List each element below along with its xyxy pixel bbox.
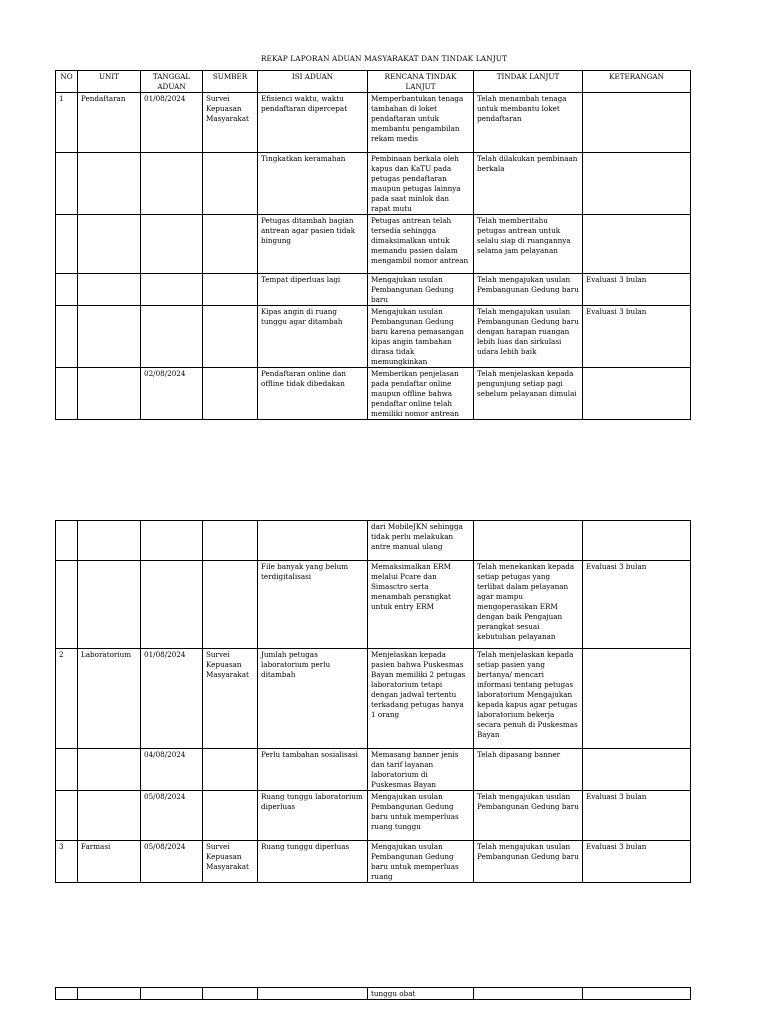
- cell-sumber: Survei Kepuasan Masyarakat: [203, 649, 258, 749]
- table-row: [56, 93, 691, 153]
- cell-keterangan: [583, 93, 691, 153]
- cell-tanggal: 05/08/2024: [141, 841, 203, 883]
- table-row: [56, 791, 691, 841]
- table-row: [56, 521, 691, 561]
- header-no: NO: [56, 71, 78, 93]
- cell-tindak-lanjut: Telah menjelaskan kepada setiap pasien yang bertanya/ mencari informasi tentang petugas laboratorium Mengajukan kepada kapus agar petugas laboratorium bekerja secara penuh di Puskesmas Bayan: [474, 649, 583, 749]
- cell-tanggal: [141, 521, 203, 561]
- header-isi: ISI ADUAN: [258, 71, 368, 93]
- cell-rencana-tindak-lanjut: Memberikan penjelasan pada pendaftar online maupun offline bahwa pendaftar online telah memiliki nomor antrean: [368, 368, 474, 420]
- cell-no: [56, 306, 78, 368]
- cell-keterangan: Evaluasi 3 bulan: [583, 306, 691, 368]
- cell-rencana-tindak-lanjut: dari MobileJKN sehingga tidak perlu melakukan antre manual ulang: [368, 521, 474, 561]
- cell-sumber: [203, 153, 258, 215]
- cell-unit: [78, 306, 141, 368]
- cell-no: [56, 749, 78, 791]
- table-row: [56, 274, 691, 306]
- table-row: [56, 306, 691, 368]
- cell-isi-aduan: Pendaftaran online dan offline tidak dibedakan: [258, 368, 368, 420]
- cell-no: [56, 988, 78, 1000]
- cell-tindak-lanjut: Telah menambah tenaga untuk membantu loket pendaftaran: [474, 93, 583, 153]
- table-row: [56, 749, 691, 791]
- cell-unit: [78, 368, 141, 420]
- cell-isi-aduan: [258, 988, 368, 1000]
- cell-keterangan: [583, 649, 691, 749]
- cell-sumber: [203, 215, 258, 274]
- header-tanggal: TANGGAL ADUAN: [141, 71, 203, 93]
- cell-sumber: Survei Kepuasan Masyarakat: [203, 93, 258, 153]
- cell-keterangan: [583, 368, 691, 420]
- cell-rencana-tindak-lanjut: Mengajukan usulan Pembangunan Gedung baru untuk memperluas ruang tunggu: [368, 791, 474, 841]
- cell-tindak-lanjut: [474, 521, 583, 561]
- cell-rencana-tindak-lanjut: Memaksimalkan ERM melalui Pcare dan Simasctro serta menambah perangkat untuk entry ERM: [368, 561, 474, 649]
- cell-rencana-tindak-lanjut: tunggu obat: [368, 988, 474, 1000]
- cell-sumber: [203, 988, 258, 1000]
- cell-tanggal: [141, 988, 203, 1000]
- cell-no: [56, 791, 78, 841]
- report-table-page-1: [55, 70, 691, 420]
- cell-sumber: Survei Kepuasan Masyarakat: [203, 841, 258, 883]
- cell-keterangan: [583, 988, 691, 1000]
- cell-tanggal: [141, 215, 203, 274]
- cell-tanggal: 01/08/2024: [141, 649, 203, 749]
- cell-no: [56, 274, 78, 306]
- cell-tindak-lanjut: Telah mengajukan usulan Pembangunan Gedung baru: [474, 841, 583, 883]
- cell-sumber: [203, 274, 258, 306]
- table-row: [56, 841, 691, 883]
- cell-isi-aduan: File banyak yang belum terdigitalisasi: [258, 561, 368, 649]
- cell-sumber: [203, 561, 258, 649]
- cell-unit: Laboratorium: [78, 649, 141, 749]
- cell-no: 2: [56, 649, 78, 749]
- cell-tanggal: 05/08/2024: [141, 791, 203, 841]
- cell-keterangan: [583, 521, 691, 561]
- cell-unit: [78, 215, 141, 274]
- header-keterangan: KETERANGAN: [583, 71, 691, 93]
- cell-tindak-lanjut: Telah dipasang banner: [474, 749, 583, 791]
- cell-unit: [78, 988, 141, 1000]
- cell-unit: [78, 791, 141, 841]
- cell-isi-aduan: Ruang tunggu diperluas: [258, 841, 368, 883]
- cell-unit: [78, 153, 141, 215]
- cell-rencana-tindak-lanjut: Pembinaan berkala oleh kapus dan KaTU pada petugas pendaftaran maupun petugas lainnya pada saat minlok dan rapat mutu: [368, 153, 474, 215]
- cell-sumber: [203, 791, 258, 841]
- cell-sumber: [203, 368, 258, 420]
- table-header-row: [56, 71, 691, 93]
- cell-tindak-lanjut: Telah mengajukan usulan Pembangunan Gedung baru: [474, 791, 583, 841]
- table-body: [56, 988, 691, 1000]
- cell-keterangan: [583, 749, 691, 791]
- cell-no: [56, 368, 78, 420]
- cell-no: [56, 215, 78, 274]
- cell-keterangan: [583, 215, 691, 274]
- table-row: [56, 988, 691, 1000]
- cell-unit: Pendaftaran: [78, 93, 141, 153]
- cell-rencana-tindak-lanjut: Mengajukan usulan Pembangunan Gedung baru: [368, 274, 474, 306]
- cell-rencana-tindak-lanjut: Petugas antrean telah tersedia sehingga dimaksimalkan untuk memandu pasien dalam mengambil nomor antrean: [368, 215, 474, 274]
- cell-unit: [78, 521, 141, 561]
- cell-tindak-lanjut: Telah mengajukan usulan Pembangunan Gedung baru: [474, 274, 583, 306]
- cell-isi-aduan: Ruang tunggu laboratorium diperluas: [258, 791, 368, 841]
- cell-rencana-tindak-lanjut: Memperbantukan tenaga tambahan di loket pendaftaran untuk membantu pengambilan rekam medis: [368, 93, 474, 153]
- cell-isi-aduan: [258, 521, 368, 561]
- report-table-page-3: [55, 987, 691, 1000]
- cell-tindak-lanjut: Telah menekankan kepada setiap petugas yang terlibat dalam pelayanan agar mampu mengoperasikan ERM dengan baik Pengajuan perangkat sesuai kebutuhan pelayanan: [474, 561, 583, 649]
- cell-rencana-tindak-lanjut: Mengajukan usulan Pembangunan Gedung baru untuk memperluas ruang: [368, 841, 474, 883]
- table-row: [56, 649, 691, 749]
- cell-isi-aduan: Kipas angin di ruang tunggu agar ditambah: [258, 306, 368, 368]
- cell-isi-aduan: Petugas ditambah bagian antrean agar pasien tidak bingung: [258, 215, 368, 274]
- cell-keterangan: Evaluasi 3 bulan: [583, 791, 691, 841]
- cell-tindak-lanjut: Telah mengajukan usulan Pembangunan Gedung baru dengan harapan ruangan lebih luas dan sirkulasi udara lebih baik: [474, 306, 583, 368]
- cell-no: [56, 561, 78, 649]
- cell-tanggal: [141, 561, 203, 649]
- cell-tindak-lanjut: Telah memberitahu petugas antrean untuk selalu siap di ruangannya selama jam pelayanan: [474, 215, 583, 274]
- cell-rencana-tindak-lanjut: Mengajukan usulan Pembangunan Gedung baru karena pemasangan kipas angin tambahan dirasa tidak memungkinkan: [368, 306, 474, 368]
- table-body: [56, 93, 691, 420]
- cell-no: 3: [56, 841, 78, 883]
- cell-unit: [78, 274, 141, 306]
- cell-tindak-lanjut: Telah menjelaskan kepada pengunjung setiap pagi sebelum pelayanan dimulai: [474, 368, 583, 420]
- report-title: REKAP LAPORAN ADUAN MASYARAKAT DAN TINDAK LANJUT: [260, 54, 508, 63]
- cell-unit: [78, 749, 141, 791]
- cell-tindak-lanjut: [474, 988, 583, 1000]
- header-sumber: SUMBER: [203, 71, 258, 93]
- table-row: [56, 153, 691, 215]
- cell-tindak-lanjut: Telah dilakukan pembinaan berkala: [474, 153, 583, 215]
- cell-tanggal: 01/08/2024: [141, 93, 203, 153]
- cell-keterangan: Evaluasi 3 bulan: [583, 561, 691, 649]
- cell-sumber: [203, 749, 258, 791]
- cell-keterangan: Evaluasi 3 bulan: [583, 274, 691, 306]
- cell-keterangan: [583, 153, 691, 215]
- cell-tanggal: 02/08/2024: [141, 368, 203, 420]
- cell-sumber: [203, 521, 258, 561]
- cell-isi-aduan: Tingkatkan keramahan: [258, 153, 368, 215]
- header-unit: UNIT: [78, 71, 141, 93]
- cell-isi-aduan: Tempat diperluas lagi: [258, 274, 368, 306]
- cell-isi-aduan: Efisienci waktu, waktu pendaftaran dipercepat: [258, 93, 368, 153]
- table-row: [56, 368, 691, 420]
- header-rencana: RENCANA TINDAK LANJUT: [368, 71, 474, 93]
- table-row: [56, 561, 691, 649]
- cell-no: 1: [56, 93, 78, 153]
- cell-tanggal: [141, 306, 203, 368]
- cell-keterangan: Evaluasi 3 bulan: [583, 841, 691, 883]
- cell-rencana-tindak-lanjut: Memasang banner jenis dan tarif layanan laboratorium di Puskesmas Bayan: [368, 749, 474, 791]
- table-row: [56, 215, 691, 274]
- cell-tanggal: 04/08/2024: [141, 749, 203, 791]
- cell-no: [56, 153, 78, 215]
- cell-tanggal: [141, 274, 203, 306]
- cell-isi-aduan: Jumlah petugas laboratorium perlu ditambah: [258, 649, 368, 749]
- table-body: [56, 521, 691, 883]
- cell-rencana-tindak-lanjut: Menjelaskan kepada pasien bahwa Puskesmas Bayan memiliki 2 petugas laboratorium tetapi dengan jadwal tertentu terkadang petugas hanya 1 orang: [368, 649, 474, 749]
- report-table-page-2: [55, 520, 691, 883]
- cell-isi-aduan: Perlu tambahan sosialisasi: [258, 749, 368, 791]
- cell-sumber: [203, 306, 258, 368]
- cell-unit: [78, 561, 141, 649]
- cell-tanggal: [141, 153, 203, 215]
- header-tindak: TINDAK LANJUT: [474, 71, 583, 93]
- cell-unit: Farmasi: [78, 841, 141, 883]
- cell-no: [56, 521, 78, 561]
